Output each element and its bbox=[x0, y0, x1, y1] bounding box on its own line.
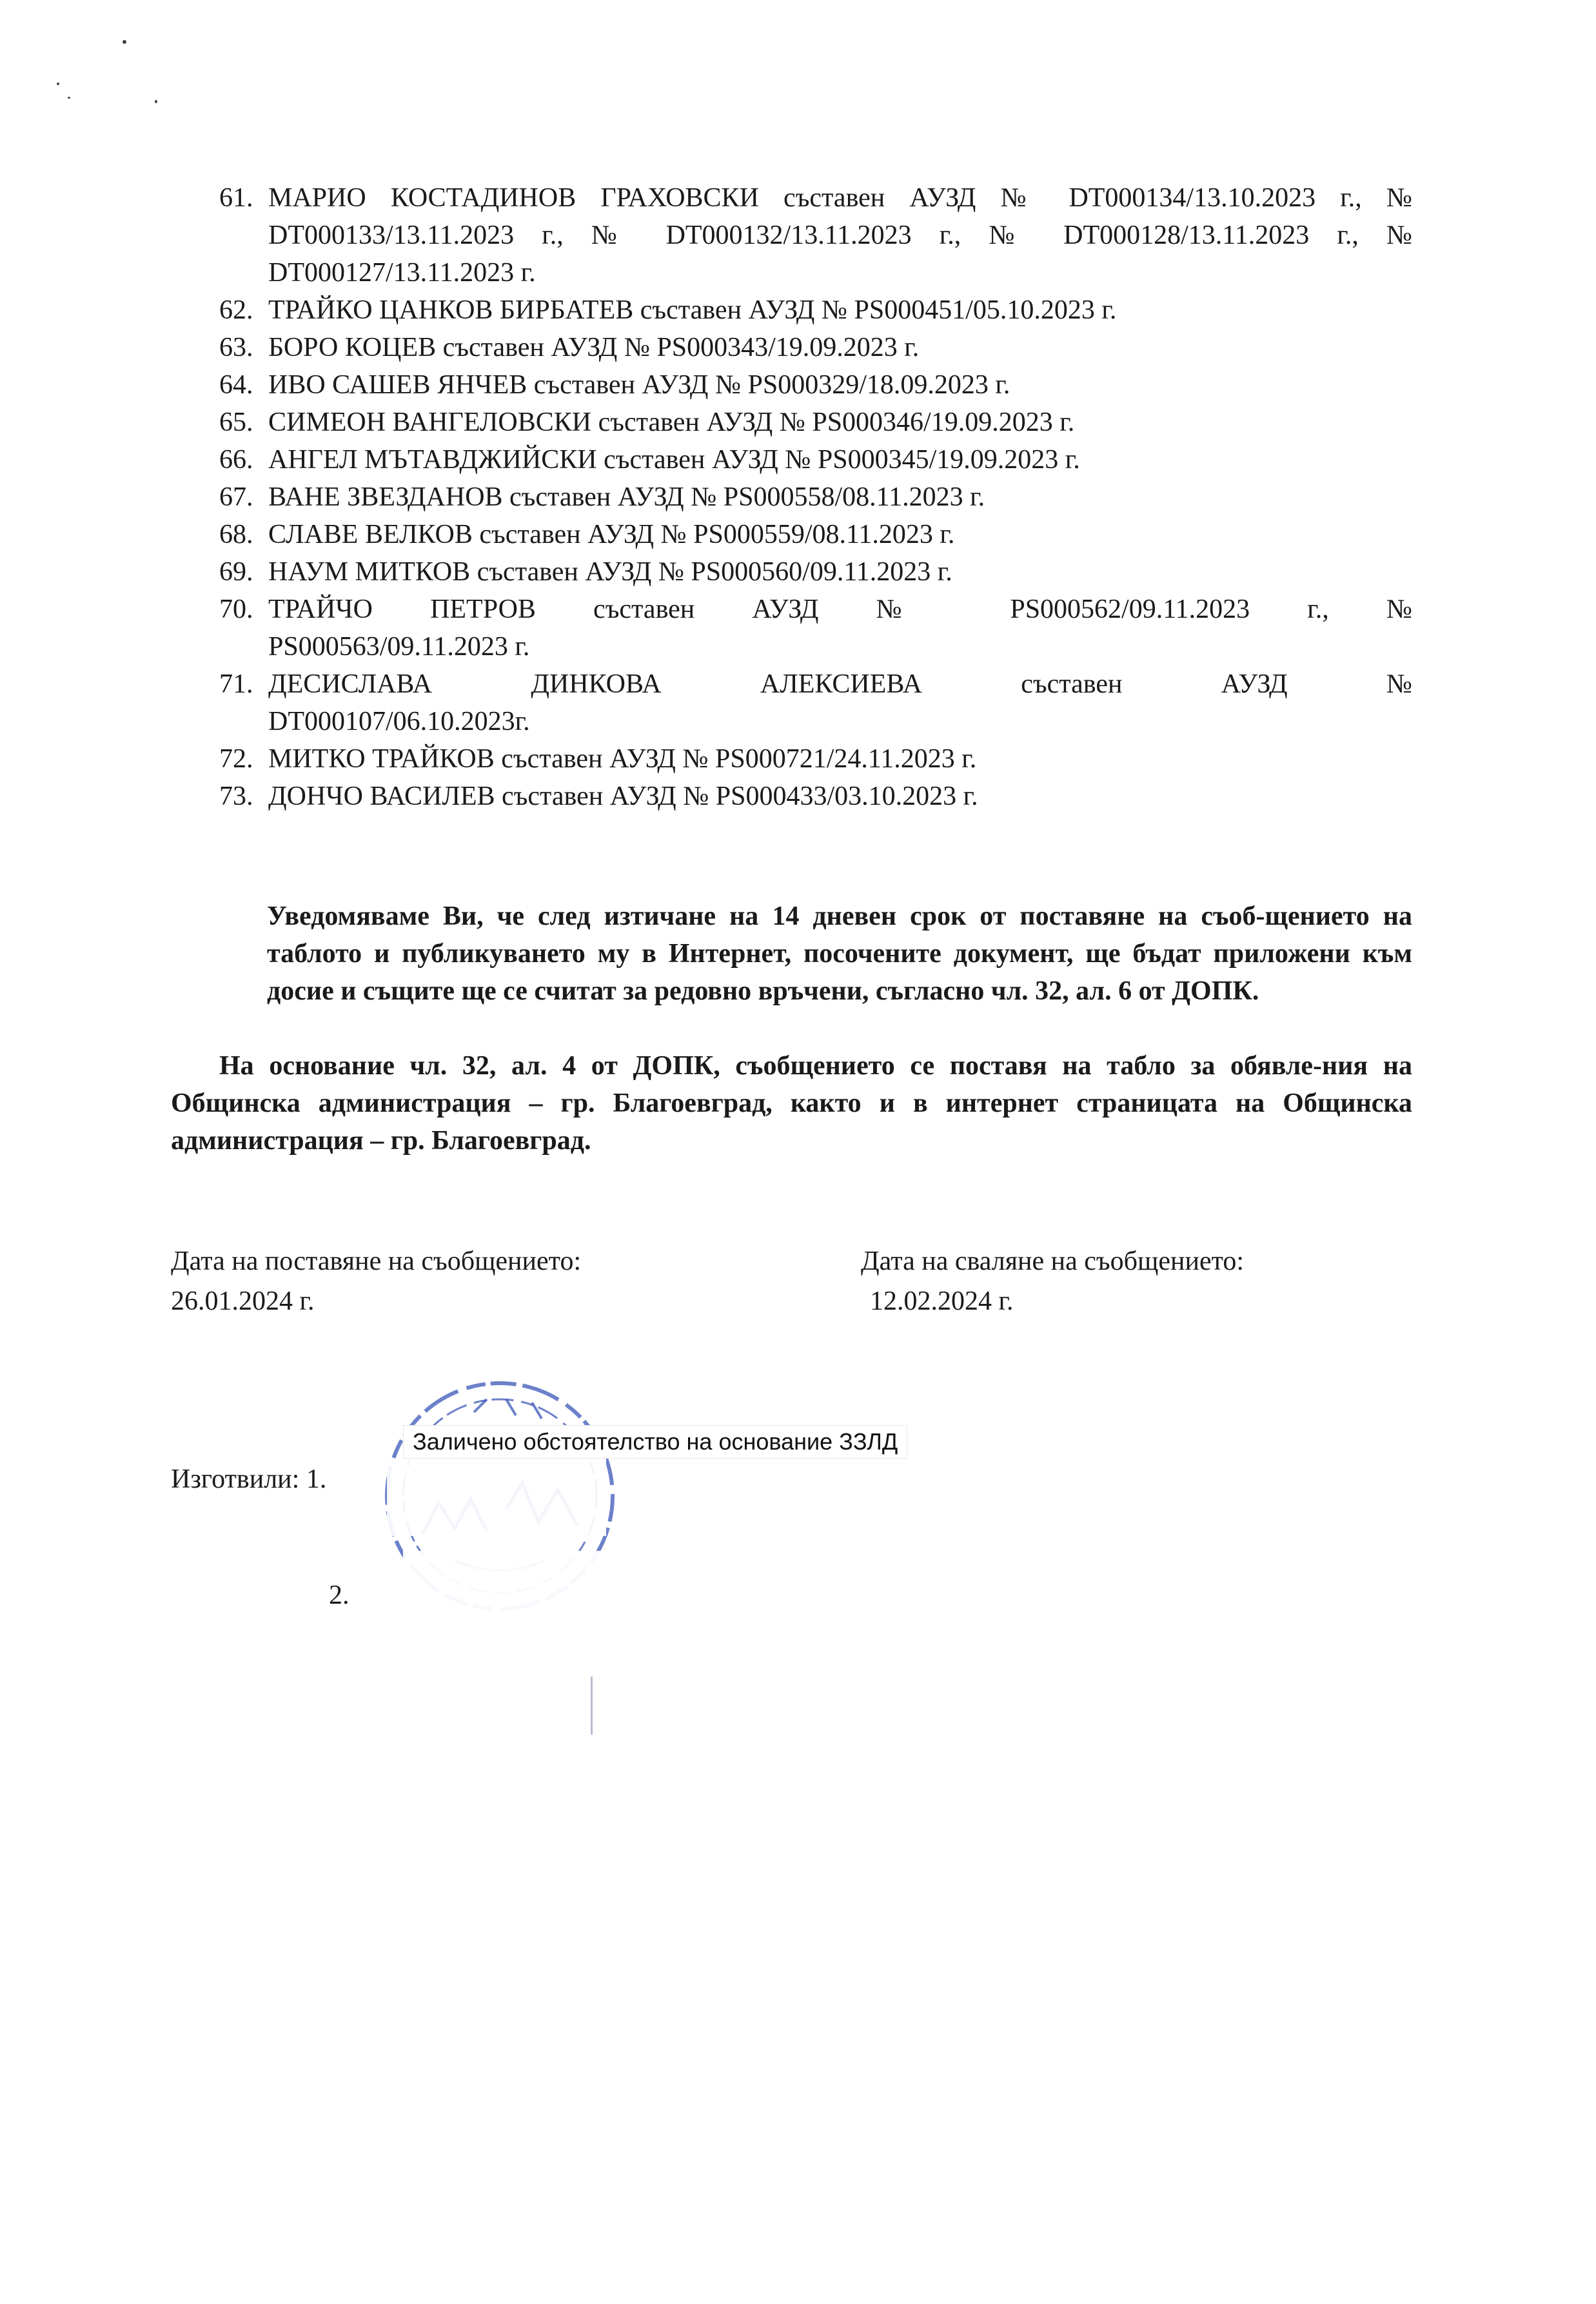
list-item-text: ВАНЕ ЗВЕЗДАНОВ съставен АУЗД № PS000558/08.11.2023 г. bbox=[268, 482, 985, 512]
list-item-number: 71. bbox=[219, 669, 253, 699]
list-item-number: 61. bbox=[219, 183, 253, 213]
list-item-number: 68. bbox=[219, 520, 253, 549]
list-item bbox=[219, 591, 1412, 665]
list-item bbox=[219, 329, 1412, 366]
signature-stroke bbox=[591, 1677, 593, 1735]
list-item-text: АНГЕЛ МЪТАВДЖИЙСКИ съставен АУЗД № PS000345/19.09.2023 г. bbox=[268, 445, 1080, 475]
list-item-number: 65. bbox=[219, 408, 253, 437]
removal-date-label: Дата на сваляне на съобщението: bbox=[861, 1246, 1245, 1276]
list-item-number: 72. bbox=[219, 744, 253, 774]
posting-date-block bbox=[171, 1241, 581, 1321]
redaction-notice: Заличено обстоятелство на основание ЗЗЛД bbox=[403, 1425, 907, 1459]
list-item-text: СЛАВЕ ВЕЛКОВ съставен АУЗД № PS000559/08.11.2023 г. bbox=[268, 520, 955, 549]
notice-paragraph: Уведомяваме Ви, че след изтичане на 14 дневен срок от поставяне на съоб-щението на таблото и публикуването му в Интернет, посочените документ, ще бъдат приложени към досие и същите ще се считат за редовно връчени, съгласно чл. 32, ал. 6 от ДОПК. bbox=[267, 901, 1412, 1006]
prepared-by-label: Изготвили: 1. bbox=[171, 1464, 327, 1494]
list-item-text: МАРИО КОСТАДИНОВ ГРАХОВСКИ съставен АУЗД № DT000134/13.10.2023 г., № DT000133/13.11.2023 г., № DT000132/13.11.2023 г., № DT000128/13.11.2023 г., № DT000127/13.11.2023 г. bbox=[268, 183, 1412, 288]
removal-date-block bbox=[861, 1241, 1244, 1321]
list-item-number: 70. bbox=[219, 595, 253, 624]
list-item-text-line: ДЕСИСЛАВА ДИНКОВА АЛЕКСИЕВА съставен АУЗД № bbox=[268, 669, 1412, 699]
list-item bbox=[219, 404, 1412, 441]
list-item bbox=[219, 441, 1412, 478]
scan-speck bbox=[155, 100, 157, 103]
list-item-text: ДОНЧО ВАСИЛЕВ съставен АУЗД № PS000433/03.10.2023 г. bbox=[268, 782, 978, 811]
list-item-number: 62. bbox=[219, 295, 253, 325]
list-item-text: МИТКО ТРАЙКОВ съставен АУЗД № PS000721/24.11.2023 г. bbox=[268, 744, 977, 774]
list-item-number: 63. bbox=[219, 333, 253, 362]
list-item-text: ТРАЙКО ЦАНКОВ БИРБАТЕВ съставен АУЗД № PS000451/05.10.2023 г. bbox=[268, 295, 1117, 325]
list-item bbox=[219, 516, 1412, 553]
list-item-number: 66. bbox=[219, 445, 253, 475]
list-item bbox=[219, 291, 1412, 329]
list-item-text: НАУМ МИТКОВ съставен АУЗД № PS000560/09.11.2023 г. bbox=[268, 557, 952, 587]
redaction-box bbox=[403, 1551, 616, 1680]
list-item-text-line: ТРАЙЧО ПЕТРОВ съставен АУЗД № PS000562/09.11.2023 г., № bbox=[268, 595, 1412, 624]
list-item-text-line: DT000107/06.10.2023г. bbox=[268, 707, 530, 736]
list-item-number: 67. bbox=[219, 482, 253, 512]
list-item bbox=[219, 478, 1412, 516]
list-item-number: 69. bbox=[219, 557, 253, 587]
scan-speck bbox=[123, 40, 126, 44]
legal-basis-paragraph: На основание чл. 32, ал. 4 от ДОПК, съобщението се поставя на табло за обявле-ния на Общинска администрация – гр. Благоевград, както и в интернет страницата на Общинска администрация – гр. Благоевград. bbox=[171, 1051, 1412, 1156]
list-item-text: БОРО КОЦЕВ съставен АУЗД № PS000343/19.09.2023 г. bbox=[268, 333, 920, 362]
list-item bbox=[219, 179, 1412, 291]
list-item-text bbox=[268, 665, 1412, 740]
posting-date-value: 26.01.2024 г. bbox=[171, 1286, 315, 1316]
posting-date-label: Дата на поставяне на съобщението: bbox=[171, 1246, 582, 1276]
list-item bbox=[219, 553, 1412, 591]
list-item bbox=[219, 665, 1412, 740]
list-item-text: ИВО САШЕВ ЯНЧЕВ съставен АУЗД № PS000329/18.09.2023 г. bbox=[268, 370, 1010, 400]
prepared-by-second-number: 2. bbox=[329, 1580, 350, 1610]
list-item-text-line: PS000563/09.11.2023 г. bbox=[268, 632, 530, 662]
scan-speck bbox=[68, 97, 70, 99]
list-item bbox=[219, 740, 1412, 778]
list-item-text bbox=[268, 591, 1412, 665]
redaction-box bbox=[387, 1459, 606, 1536]
scan-speck bbox=[57, 83, 59, 85]
list-item-text: СИМЕОН ВАНГЕЛОВСКИ съставен АУЗД № PS000346/19.09.2023 г. bbox=[268, 408, 1075, 437]
list-item bbox=[219, 366, 1412, 404]
removal-date-value: 12.02.2024 г. bbox=[870, 1286, 1014, 1316]
list-item-number: 73. bbox=[219, 782, 253, 811]
list-item-number: 64. bbox=[219, 370, 253, 400]
list-item bbox=[219, 778, 1412, 815]
violation-list bbox=[219, 179, 1412, 815]
